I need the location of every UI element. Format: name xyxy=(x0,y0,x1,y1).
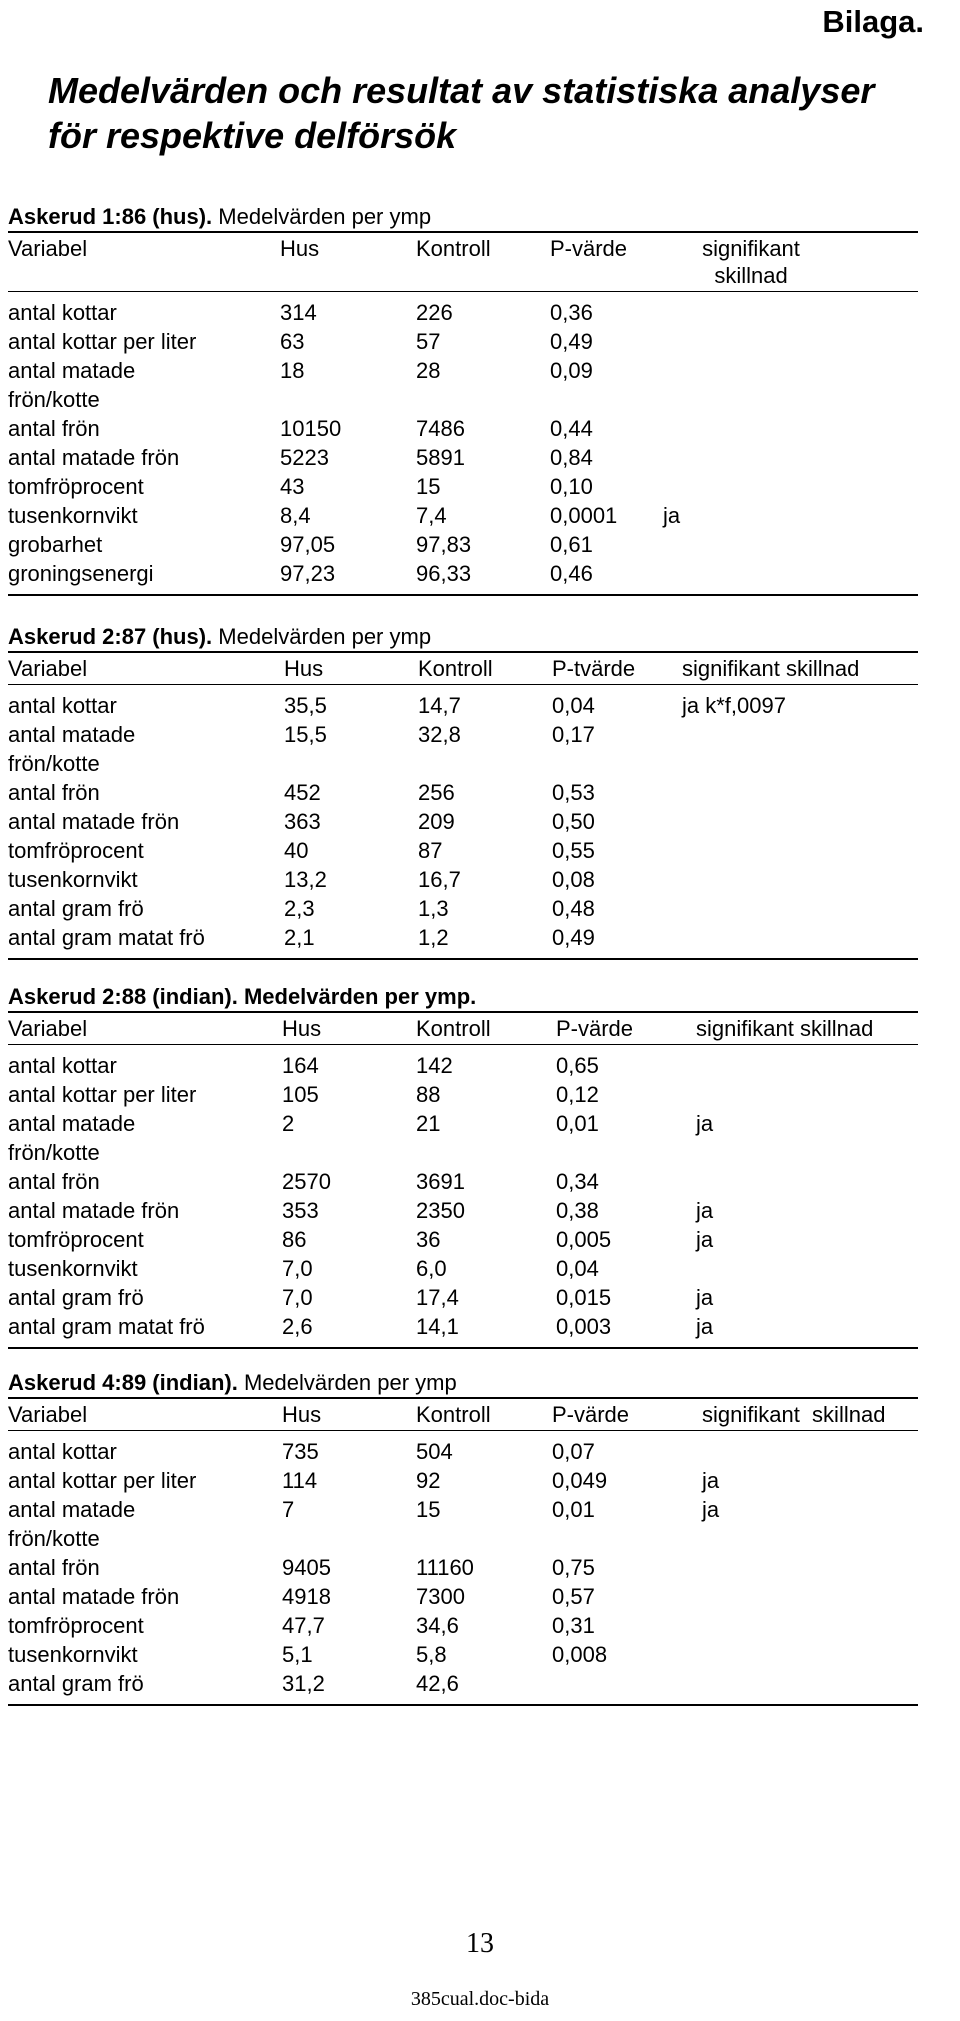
cell-kontroll: 5,8 xyxy=(416,1642,447,1667)
cell-kontroll: 97,83 xyxy=(416,532,472,557)
cell-variabel: antal gram frö xyxy=(8,1285,144,1310)
cell-p-varde: 0,01 xyxy=(556,1111,599,1136)
cell-variabel: tusenkornvikt xyxy=(8,1256,138,1281)
cell-signifikant xyxy=(663,559,918,595)
table-row xyxy=(8,292,918,328)
cell-hus: 8,4 xyxy=(280,503,311,528)
table-row xyxy=(8,356,918,414)
header-signifikant xyxy=(663,232,918,292)
cell-p-varde: 0,38 xyxy=(556,1198,599,1223)
cell-kontroll: 36 xyxy=(416,1227,441,1252)
section-title-bold: Askerud 2:87 (hus). xyxy=(8,624,213,649)
table-row xyxy=(8,1167,918,1196)
section-title xyxy=(8,202,918,231)
table-row xyxy=(8,1080,918,1109)
cell-hus: 363 xyxy=(284,809,321,834)
table-header-row xyxy=(8,652,918,685)
section-askerud-4-89 xyxy=(8,1368,918,1706)
cell-kontroll: 17,4 xyxy=(416,1285,459,1310)
table-row xyxy=(8,1640,918,1669)
cell-signifikant xyxy=(702,1669,918,1705)
cell-kontroll: 3691 xyxy=(416,1169,465,1194)
table-row xyxy=(8,443,918,472)
cell-variabel: groningsenergi xyxy=(8,561,154,586)
table-row xyxy=(8,1495,918,1553)
cell-signifikant xyxy=(696,1080,918,1109)
header-p-varde: P-värde xyxy=(556,1012,696,1045)
cell-signifikant xyxy=(663,443,918,472)
cell-kontroll: 87 xyxy=(418,838,443,863)
cell-hus: 35,5 xyxy=(284,693,327,718)
section-title-rest: Medelvärden per ymp xyxy=(212,204,432,229)
cell-signifikant xyxy=(702,1553,918,1582)
cell-hus: 13,2 xyxy=(284,867,327,892)
appendix-label: Bilaga. xyxy=(822,4,924,39)
header-p-varde: P-tvärde xyxy=(552,652,682,685)
cell-signifikant xyxy=(663,530,918,559)
cell-variabel: antal kottar xyxy=(8,300,117,325)
table-row xyxy=(8,1431,918,1467)
table-row xyxy=(8,1283,918,1312)
table-row xyxy=(8,1312,918,1348)
header-signifikant: signifikant skillnad xyxy=(702,1398,918,1431)
cell-variabel: antal kottar per liter xyxy=(8,1468,197,1493)
cell-kontroll: 88 xyxy=(416,1082,441,1107)
section-title xyxy=(8,1368,918,1397)
cell-hus: 2,6 xyxy=(282,1314,313,1339)
cell-signifikant: ja xyxy=(702,1468,720,1493)
table-row xyxy=(8,720,918,778)
cell-signifikant: ja xyxy=(696,1111,714,1136)
table-row xyxy=(8,501,918,530)
cell-hus: 314 xyxy=(280,300,317,325)
header-hus: Hus xyxy=(282,1012,416,1045)
header-variabel: Variabel xyxy=(8,1398,282,1431)
cell-hus: 63 xyxy=(280,329,305,354)
section-title-rest: Medelvärden per ymp xyxy=(212,624,432,649)
cell-signifikant xyxy=(682,836,918,865)
cell-hus: 452 xyxy=(284,780,321,805)
cell-p-varde: 0,50 xyxy=(552,809,595,834)
table-row xyxy=(8,327,918,356)
cell-hus: 164 xyxy=(282,1053,319,1078)
table-row xyxy=(8,559,918,595)
section-askerud-1-86 xyxy=(8,202,918,596)
cell-hus: 2570 xyxy=(282,1169,331,1194)
section-title xyxy=(8,982,918,1011)
cell-p-varde: 0,005 xyxy=(556,1227,612,1252)
cell-kontroll: 34,6 xyxy=(416,1613,459,1638)
cell-hus: 735 xyxy=(282,1439,319,1464)
cell-variabel: antal kottar xyxy=(8,1053,117,1078)
cell-variabel: antal frön xyxy=(8,416,100,441)
cell-kontroll: 14,1 xyxy=(416,1314,459,1339)
cell-p-varde: 0,0001 xyxy=(550,503,618,528)
cell-kontroll: 21 xyxy=(416,1111,441,1136)
table-row xyxy=(8,1553,918,1582)
cell-p-varde: 0,36 xyxy=(550,300,593,325)
cell-variabel: grobarhet xyxy=(8,532,103,557)
cell-kontroll: 6,0 xyxy=(416,1256,447,1281)
cell-hus: 31,2 xyxy=(282,1671,325,1696)
cell-hus: 5,1 xyxy=(282,1642,313,1667)
cell-kontroll: 7300 xyxy=(416,1584,465,1609)
cell-signifikant xyxy=(702,1582,918,1611)
cell-variabel: tusenkornvikt xyxy=(8,1642,138,1667)
page-number: 13 xyxy=(466,1928,494,1959)
section-title-rest: Medelvärden per ymp xyxy=(237,1370,457,1395)
cell-kontroll: 142 xyxy=(416,1053,453,1078)
cell-kontroll: 7,4 xyxy=(416,503,447,528)
header-kontroll: Kontroll xyxy=(416,1398,552,1431)
cell-variabel: tomfröprocent xyxy=(8,838,144,863)
cell-p-varde: 0,55 xyxy=(552,838,595,863)
cell-hus: 4918 xyxy=(282,1584,331,1609)
header-variabel: Variabel xyxy=(8,232,280,292)
cell-hus: 7,0 xyxy=(282,1256,313,1281)
cell-signifikant xyxy=(682,894,918,923)
cell-p-varde: 0,08 xyxy=(552,867,595,892)
cell-signifikant xyxy=(663,292,918,328)
table-header-row xyxy=(8,232,918,292)
cell-p-varde: 0,09 xyxy=(550,358,593,383)
header-kontroll: Kontroll xyxy=(418,652,552,685)
cell-signifikant xyxy=(663,414,918,443)
cell-hus: 114 xyxy=(282,1468,318,1493)
header-kontroll: Kontroll xyxy=(416,232,550,292)
header-variabel: Variabel xyxy=(8,652,284,685)
header-p-varde: P-värde xyxy=(550,232,663,292)
table-row xyxy=(8,1045,918,1081)
cell-signifikant xyxy=(696,1254,918,1283)
table-row xyxy=(8,894,918,923)
cell-signifikant xyxy=(682,720,918,778)
cell-variabel: antal matade frön xyxy=(8,445,180,470)
cell-variabel: tomfröprocent xyxy=(8,1613,144,1638)
cell-hus: 97,23 xyxy=(280,561,336,586)
cell-signifikant: ja xyxy=(696,1227,714,1252)
cell-p-varde: 0,49 xyxy=(550,329,593,354)
cell-hus: 2 xyxy=(282,1111,295,1136)
cell-hus: 7 xyxy=(282,1497,295,1522)
cell-kontroll: 504 xyxy=(416,1439,453,1464)
cell-hus: 2,1 xyxy=(284,925,315,950)
cell-hus: 10150 xyxy=(280,416,342,441)
cell-variabel: antal gram matat frö xyxy=(8,925,205,950)
cell-signifikant: ja xyxy=(663,503,681,528)
cell-hus: 5223 xyxy=(280,445,329,470)
cell-variabel: tusenkornvikt xyxy=(8,867,138,892)
cell-signifikant: ja k*f,0097 xyxy=(682,693,786,718)
cell-kontroll: 7486 xyxy=(416,416,465,441)
cell-signifikant xyxy=(663,356,918,414)
cell-p-varde: 0,57 xyxy=(552,1584,595,1609)
section-title-bold: Askerud 2:88 (indian). Medelvärden per ymp. xyxy=(8,984,477,1009)
cell-hus: 353 xyxy=(282,1198,319,1223)
header-kontroll: Kontroll xyxy=(416,1012,556,1045)
cell-p-varde: 0,49 xyxy=(552,925,595,950)
table-row xyxy=(8,778,918,807)
cell-variabel: antal matade frön/kotte xyxy=(8,722,136,776)
table-row xyxy=(8,865,918,894)
cell-p-varde: 0,01 xyxy=(552,1497,595,1522)
cell-hus: 18 xyxy=(280,358,305,383)
cell-kontroll: 209 xyxy=(418,809,455,834)
cell-hus: 86 xyxy=(282,1227,307,1252)
table-header-row xyxy=(8,1398,918,1431)
cell-hus: 47,7 xyxy=(282,1613,325,1638)
title-line-2: för respektive delförsök xyxy=(48,115,457,156)
section-askerud-2-87 xyxy=(8,622,918,960)
cell-kontroll: 226 xyxy=(416,300,453,325)
section-askerud-2-88 xyxy=(8,982,918,1349)
cell-kontroll: 14,7 xyxy=(418,693,461,718)
cell-kontroll: 42,6 xyxy=(416,1671,459,1696)
cell-p-varde: 0,46 xyxy=(550,561,593,586)
section-title xyxy=(8,622,918,651)
table-body xyxy=(8,292,918,596)
cell-p-varde: 0,84 xyxy=(550,445,593,470)
cell-signifikant xyxy=(696,1167,918,1196)
cell-p-varde xyxy=(552,1669,702,1705)
cell-signifikant: ja xyxy=(696,1198,714,1223)
cell-variabel: tomfröprocent xyxy=(8,474,144,499)
cell-p-varde: 0,10 xyxy=(550,474,593,499)
cell-kontroll: 28 xyxy=(416,358,441,383)
cell-signifikant xyxy=(682,778,918,807)
cell-p-varde: 0,008 xyxy=(552,1642,608,1667)
cell-variabel: antal kottar per liter xyxy=(8,329,197,354)
header-p-varde: P-värde xyxy=(552,1398,702,1431)
document-title xyxy=(48,68,874,158)
cell-variabel: antal matade frön/kotte xyxy=(8,358,136,412)
cell-kontroll: 256 xyxy=(418,780,455,805)
cell-p-varde: 0,31 xyxy=(552,1613,595,1638)
header-hus: Hus xyxy=(284,652,418,685)
cell-variabel: antal frön xyxy=(8,1555,100,1580)
title-line-1: Medelvärden och resultat av statistiska analyser xyxy=(48,70,875,111)
table-row xyxy=(8,530,918,559)
cell-hus: 7,0 xyxy=(282,1285,313,1310)
cell-p-varde: 0,44 xyxy=(550,416,593,441)
table-body xyxy=(8,1045,918,1349)
cell-p-varde: 0,65 xyxy=(556,1053,599,1078)
cell-variabel: antal kottar per liter xyxy=(8,1082,197,1107)
cell-signifikant xyxy=(663,472,918,501)
cell-signifikant xyxy=(682,865,918,894)
cell-kontroll: 96,33 xyxy=(416,561,472,586)
cell-variabel: antal matade frön/kotte xyxy=(8,1111,136,1165)
cell-kontroll: 5891 xyxy=(416,445,465,470)
table-row xyxy=(8,1225,918,1254)
cell-kontroll: 1,3 xyxy=(418,896,449,921)
cell-hus: 97,05 xyxy=(280,532,336,557)
cell-variabel: antal matade frön xyxy=(8,809,180,834)
header-hus: Hus xyxy=(280,232,416,292)
cell-p-varde: 0,48 xyxy=(552,896,595,921)
cell-signifikant xyxy=(696,1045,918,1081)
cell-p-varde: 0,17 xyxy=(552,722,595,747)
section-title-bold: Askerud 4:89 (indian). xyxy=(8,1370,238,1395)
cell-variabel: antal gram frö xyxy=(8,896,144,921)
cell-kontroll: 57 xyxy=(416,329,441,354)
cell-kontroll: 92 xyxy=(416,1468,441,1493)
cell-variabel: antal matade frön/kotte xyxy=(8,1497,136,1551)
footer-filename: 385cual.doc-bida xyxy=(410,1988,550,2010)
table-row xyxy=(8,685,918,721)
cell-kontroll: 15 xyxy=(416,474,441,499)
results-table xyxy=(8,651,918,960)
table-row xyxy=(8,1611,918,1640)
cell-variabel: antal matade frön xyxy=(8,1584,180,1609)
cell-kontroll: 1,2 xyxy=(418,925,449,950)
cell-p-varde: 0,04 xyxy=(556,1256,599,1281)
cell-hus: 2,3 xyxy=(284,896,315,921)
cell-signifikant: ja xyxy=(696,1285,714,1310)
cell-kontroll: 15 xyxy=(416,1497,441,1522)
table-row xyxy=(8,1109,918,1167)
header-signifikant: signifikant skillnad xyxy=(696,1012,918,1045)
header-signifikant-text: signifikant skillnad xyxy=(702,236,800,288)
table-row xyxy=(8,923,918,959)
cell-variabel: antal gram frö xyxy=(8,1671,144,1696)
cell-hus: 40 xyxy=(284,838,309,863)
section-title-bold: Askerud 1:86 (hus). xyxy=(8,204,213,229)
header-variabel: Variabel xyxy=(8,1012,282,1045)
cell-p-varde: 0,12 xyxy=(556,1082,599,1107)
table-header-row xyxy=(8,1012,918,1045)
results-table xyxy=(8,1397,918,1706)
cell-p-varde: 0,07 xyxy=(552,1439,595,1464)
header-hus: Hus xyxy=(282,1398,416,1431)
cell-p-varde: 0,003 xyxy=(556,1314,612,1339)
cell-p-varde: 0,61 xyxy=(550,532,593,557)
cell-kontroll: 11160 xyxy=(416,1555,474,1580)
results-table xyxy=(8,1011,918,1349)
table-row xyxy=(8,414,918,443)
cell-p-varde: 0,34 xyxy=(556,1169,599,1194)
cell-signifikant: ja xyxy=(702,1497,720,1522)
results-table xyxy=(8,231,918,596)
cell-p-varde: 0,04 xyxy=(552,693,595,718)
header-signifikant: signifikant skillnad xyxy=(682,652,918,685)
table-body xyxy=(8,685,918,960)
cell-variabel: antal frön xyxy=(8,1169,100,1194)
table-body xyxy=(8,1431,918,1706)
cell-hus: 105 xyxy=(282,1082,319,1107)
table-row xyxy=(8,1254,918,1283)
cell-variabel: antal frön xyxy=(8,780,100,805)
cell-signifikant xyxy=(702,1611,918,1640)
cell-variabel: antal kottar xyxy=(8,1439,117,1464)
table-row xyxy=(8,1669,918,1705)
cell-variabel: antal matade frön xyxy=(8,1198,180,1223)
cell-hus: 15,5 xyxy=(284,722,327,747)
cell-variabel: tomfröprocent xyxy=(8,1227,144,1252)
cell-signifikant xyxy=(702,1431,918,1467)
cell-kontroll: 2350 xyxy=(416,1198,465,1223)
cell-variabel: antal gram matat frö xyxy=(8,1314,205,1339)
cell-p-varde: 0,049 xyxy=(552,1468,608,1493)
cell-signifikant xyxy=(663,327,918,356)
table-row xyxy=(8,1582,918,1611)
cell-variabel: antal kottar xyxy=(8,693,117,718)
table-row xyxy=(8,807,918,836)
cell-signifikant xyxy=(682,807,918,836)
cell-kontroll: 32,8 xyxy=(418,722,461,747)
cell-hus: 9405 xyxy=(282,1555,331,1580)
cell-p-varde: 0,53 xyxy=(552,780,595,805)
cell-signifikant xyxy=(682,923,918,959)
cell-kontroll: 16,7 xyxy=(418,867,461,892)
table-row xyxy=(8,1196,918,1225)
cell-signifikant xyxy=(702,1640,918,1669)
cell-variabel: tusenkornvikt xyxy=(8,503,138,528)
cell-p-varde: 0,015 xyxy=(556,1285,612,1310)
cell-signifikant: ja xyxy=(696,1314,714,1339)
cell-p-varde: 0,75 xyxy=(552,1555,595,1580)
table-row xyxy=(8,836,918,865)
table-row xyxy=(8,1466,918,1495)
cell-hus: 43 xyxy=(280,474,305,499)
table-row xyxy=(8,472,918,501)
